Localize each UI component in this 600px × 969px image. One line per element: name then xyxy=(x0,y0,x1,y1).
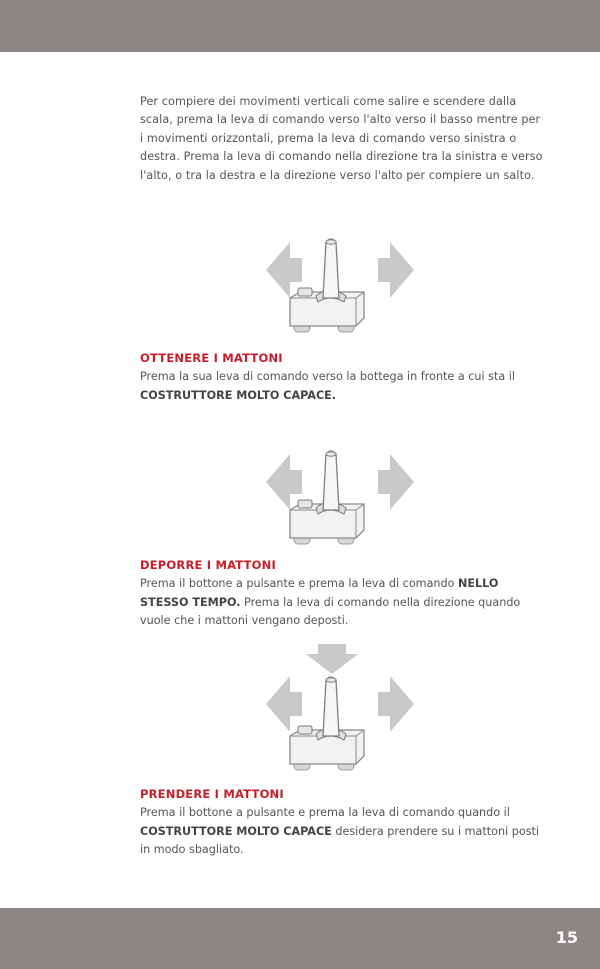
bottom-band xyxy=(0,908,600,969)
section-title: OTTENERE I MATTONI xyxy=(140,351,283,365)
section-title: DEPORRE I MATTONI xyxy=(140,558,276,572)
figures.0.icon xyxy=(260,228,420,352)
intro-paragraph xyxy=(140,93,545,185)
section-text: Prema il bottone a pulsante e prema la leva di comando quando il COSTRUTTORE MOLTO CAPACE desidera prendere su i mattoni posti in modo sbagliato. xyxy=(140,806,540,857)
page-number: 15 xyxy=(555,928,578,947)
section-deporre xyxy=(140,558,540,631)
top-band xyxy=(0,0,600,52)
joystick-left-right-down-icon xyxy=(260,640,420,780)
figures.2.icon xyxy=(260,640,420,784)
intro-text: Per compiere dei movimenti verticali come salire e scendere dalla scala, prema la leva di comando verso l'alto verso il basso mentre per i movimenti orizzontali, prema la leva di comando verso sinistra o destra. Prema la leva di comando nella direzione tra la sinistra e verso l'alto, o tra la destra e la direzione verso l'alto per compiere un salto. xyxy=(140,95,543,182)
section-ottenere xyxy=(140,351,540,405)
section-title: PRENDERE I MATTONI xyxy=(140,787,284,801)
joystick-left-right-icon xyxy=(260,440,420,560)
joystick-left-right-icon xyxy=(260,228,420,348)
section-text: Prema la sua leva di comando verso la bottega in fronte a cui sta il COSTRUTTORE MOLTO CAPACE. xyxy=(140,370,516,402)
section-prendere xyxy=(140,787,540,860)
figures.1.icon xyxy=(260,440,420,564)
section-text: Prema il bottone a pulsante e prema la leva di comando NELLO STESSO TEMPO. Prema la leva di comando nella direzione quando vuole che i mattoni vengano deposti. xyxy=(140,577,521,628)
